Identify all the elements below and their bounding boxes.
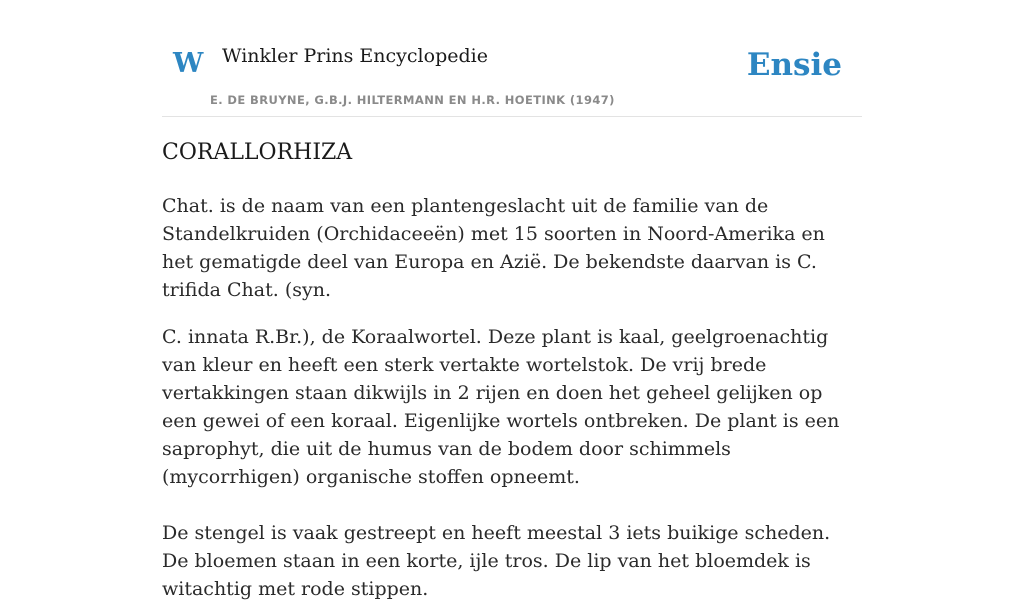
work-authors: E. DE BRUYNE, G.B.J. HILTERMANN EN H.R. HOETINK (1947) xyxy=(210,93,615,107)
article-paragraph: De stengel is vaak gestreept en heeft meestal 3 iets buikige scheden. De bloemen staan in een korte, ijle tros. De lip van het bloemdek is witachtig met rode stippen. xyxy=(162,522,831,600)
article-paragraph: C. innata R.Br.), de Koraalwortel. Deze plant is kaal, geelgroenachtig van kleur en heeft een sterk vertakte wortelstok. De vrij brede vertakkingen staan dikwijls in 2 rijen en doen het geheel gelijken op een gewei of een koraal. Eigenlijke wortels ontbreken. De plant is een saprophyt, die uit de humus van de bodem door schimmels (mycorrhigen) organische stoffen opneemt. xyxy=(162,326,840,488)
work-title[interactable]: Winkler Prins Encyclopedie xyxy=(222,45,488,67)
winkler-prins-logo[interactable]: W xyxy=(173,48,204,79)
ensie-logo[interactable]: Ensie xyxy=(746,47,842,83)
article-headword: CORALLORHIZA xyxy=(162,140,353,165)
page-header xyxy=(162,0,862,117)
article-body xyxy=(162,192,862,603)
article-paragraph: Chat. is de naam van een plantengeslacht uit de familie van de Standelkruiden (Orchidaceeën) met 15 soorten in Noord-Amerika en het gematigde deel van Europa en Azië. De bekendste daarvan is C. trifida Chat. (syn. xyxy=(162,195,825,301)
